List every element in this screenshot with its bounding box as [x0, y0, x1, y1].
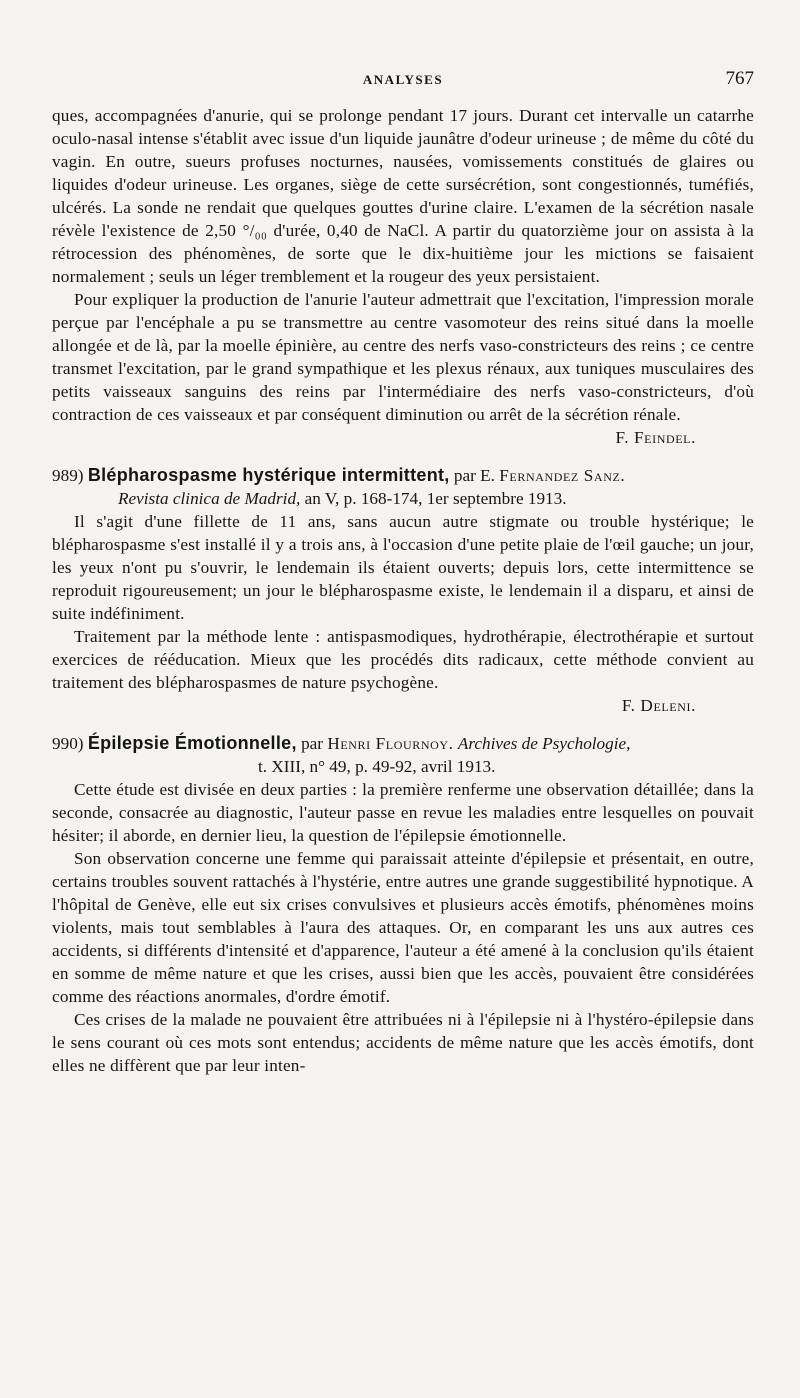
- continued-review: [52, 104, 754, 449]
- paragraph: ques, accompagnées d'anurie, qui se prolonge pendant 17 jours. Durant cet intervalle un catarrhe oculo-nasal intense s'établit avec issue d'un liquide jaunâtre d'odeur urineuse ; de même du côté du vagin. En outre, sueurs profuses nocturnes, nausées, vomissements constitués de glaires ou liquides d'odeur urineuse. Les organes, siège de cette sursécrétion, sont congestionnés, tuméfiés, ulcérés. La sonde ne rendait que quelques gouttes d'urine claire. L'examen de la sécrétion nasale révèle l'existence de 2,50 °/₀₀ d'urée, 0,40 de NaCl. A partir du quatorzième jour on assista à la rétrocession des phénomènes, de sorte que le dix-huitième jour les mictions se faisaient normalement ; seuls un léger tremblement et la rougeur des yeux persistaient.: [52, 106, 754, 286]
- source-journal: Archives de Psychologie,: [457, 734, 631, 753]
- entry-title: Blépharospasme hystérique intermittent,: [87, 465, 450, 485]
- paragraph: Cette étude est divisée en deux parties : la première renferme une observation détaillée; dans la seconde, consacrée au diagnostic, l'auteur passe en revue les maladies entre lesquelles on pouvait hésiter; il aborde, en dernier lieu, la question de l'épilepsie émotionnelle.: [52, 780, 754, 845]
- paragraph: Son observation concerne une femme qui paraissait atteinte d'épilepsie et présentait, en outre, certains troubles souvent rattachés à l'hystérie, entre autres une grande suggestibilité hypnotique. A l'hôpital de Genève, elle eut six crises convulsives et plusieurs accès émotifs, phénomènes moins violents, mais tout semblables à l'aura des attaques. Or, en comparant les uns aux autres ces accidents, si différents d'intensité et d'apparence, l'auteur a été amené à la conclusion qu'ils étaient en somme de même nature et que les crises, aussi bien que les accès, pouvaient être considérées comme des réactions anormales, d'ordre émotif.: [52, 849, 754, 1006]
- paragraph: Pour expliquer la production de l'anurie l'auteur admettrait que l'excitation, l'impression morale perçue par l'encéphale a pu se transmettre au centre vasomoteur des reins situé dans la moelle allongée et de là, par la moelle épinière, au centre des nerfs vaso-constricteurs des reins ; ce centre transmet l'excitation, par le grand sympathique et les plexus rénaux, aux tuniques musculaires des petits vaisseaux sanguins des reins par l'intermédiaire des nerfs vaso-constricteurs, d'où contraction de ces vaisseaux et par conséquent diminution ou arrêt de la sécrétion rénale.: [52, 290, 754, 424]
- entry-author: Fernandez Sanz.: [499, 466, 626, 485]
- reviewer-signature: F. Feindel.: [615, 428, 696, 447]
- reviewer-signature: F. Deleni.: [621, 696, 696, 715]
- paragraph: Il s'agit d'une fillette de 11 ans, sans aucun autre stigmate ou trouble hystérique; le blépharospasme s'est installé il y a trois ans, à l'occasion d'une petite plaie de l'œil gauche; un jour, les yeux n'ont pu s'ouvrir, le lendemain ils étaient ouverts; depuis lors, cette intermittence se reproduit rigoureusement; un jour le blépharospasme existe, le lendemain il a disparu, et ainsi de suite indéfiniment.: [52, 512, 754, 623]
- source-details: an V, p. 168-174, 1er septembre 1913.: [304, 489, 567, 508]
- entry-989: [52, 464, 754, 717]
- running-title: ANALYSES: [362, 72, 444, 87]
- entry-990: [52, 732, 754, 1077]
- paragraph: Traitement par la méthode lente : antispasmodiques, hydrothérapie, électrothérapie et surtout exercices de rééducation. Mieux que les procédés dits radicaux, cette méthode convient au traitement des blépharospasmes de nature psychogène.: [52, 627, 754, 692]
- entry-number: 990): [52, 734, 84, 753]
- entry-heading: [52, 464, 754, 510]
- page-number: 767: [725, 68, 754, 89]
- entry-number: 989): [52, 466, 84, 485]
- running-head: [52, 60, 754, 104]
- author-prefix: par E.: [453, 466, 495, 485]
- source-journal: Revista clinica de Madrid,: [118, 489, 301, 508]
- source-details: t. XIII, n° 49, p. 49-92, avril 1913.: [258, 757, 496, 776]
- author-prefix: par: [301, 734, 324, 753]
- entry-author: Henri Flournoy.: [327, 734, 454, 753]
- page: [52, 60, 754, 1077]
- entry-title: Épilepsie Émotionnelle,: [87, 733, 297, 753]
- paragraph: Ces crises de la malade ne pouvaient être attribuées ni à l'épilepsie ni à l'hystéro-épilepsie dans le sens courant où ces mots sont entendus; accidents de même nature que les accès émotifs, dont elles ne diffèrent que par leur inten-: [52, 1010, 754, 1075]
- entry-heading: [52, 732, 754, 778]
